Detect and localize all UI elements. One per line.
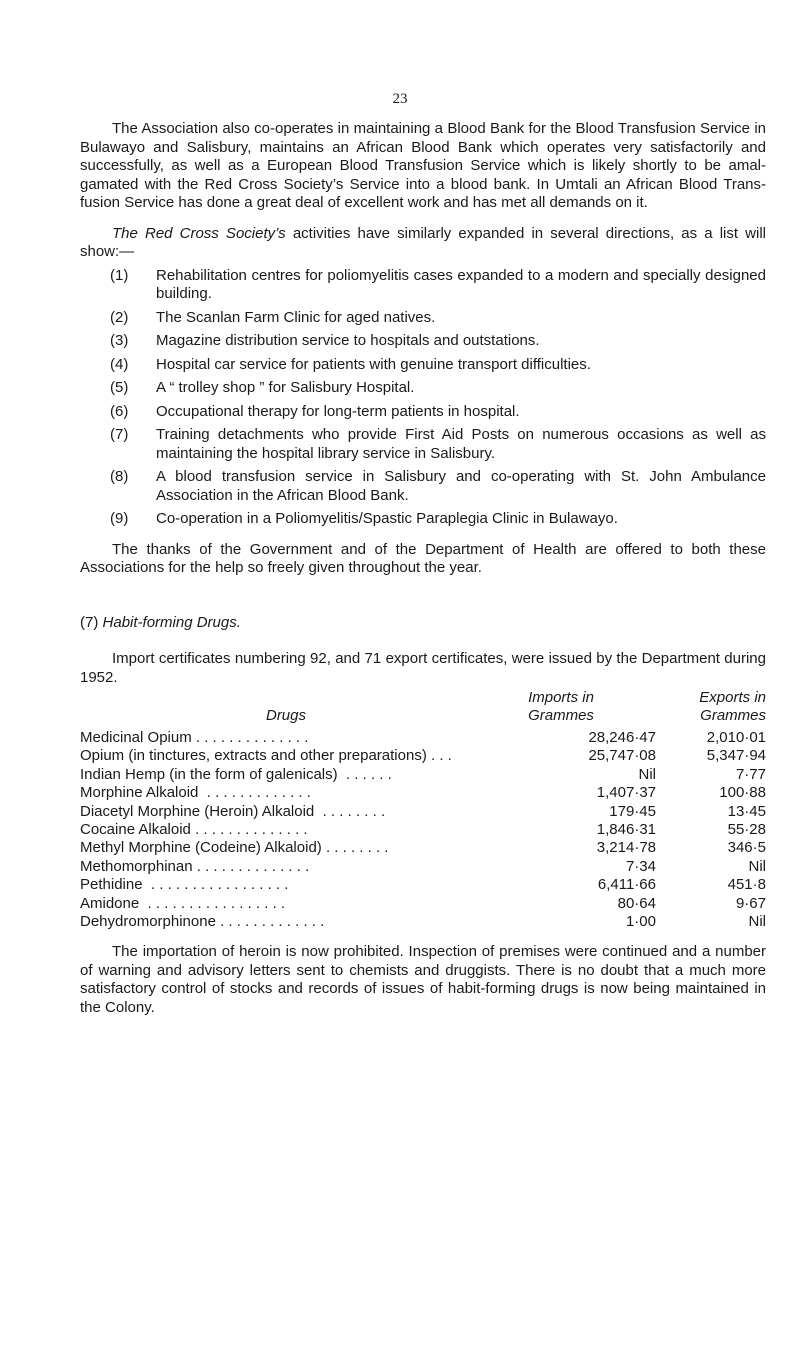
drug-name: Indian Hemp (in the form of galenicals)	[80, 765, 338, 783]
drug-name: Methomorphinan	[80, 857, 193, 875]
table-header	[80, 689, 766, 725]
leader-dots: . . . . . .	[337, 765, 392, 783]
drug-name: Pethidine	[80, 876, 143, 894]
drug-name: Amidone	[80, 894, 140, 912]
exports-value: 55·28	[727, 820, 766, 838]
table-row	[80, 766, 766, 784]
table-row	[80, 858, 766, 876]
list-item-number: (6)	[110, 402, 129, 420]
leader-dots: . . . . . . . . . . . . . .	[192, 857, 310, 875]
header-exports	[630, 689, 766, 725]
leader-dots: . . . . . . . . . . . . .	[198, 784, 311, 802]
list-item-number: (5)	[110, 379, 129, 396]
imports-value: 1·00	[625, 912, 656, 930]
drug-name-cell	[80, 876, 576, 894]
imports-value: 179·45	[609, 802, 656, 820]
paragraph-red-cross-intro	[80, 225, 766, 262]
imports-value: Nil	[638, 765, 656, 783]
red-cross-activities-list	[80, 267, 766, 529]
exports-value: 346·5	[727, 839, 766, 857]
red-cross-intro-rest: activities have similarly expanded in several directions, as a list will show:—	[80, 224, 766, 260]
table-row	[80, 729, 766, 747]
list-item-text: Occupational therapy for long-term patients in hospital.	[156, 402, 520, 420]
leader-dots: . . . . . . . .	[321, 839, 389, 857]
list-item-number: (7)	[110, 426, 129, 443]
list-item	[80, 309, 766, 328]
list-item-text: A blood transfusion service in Salisbury and co-operating with St. John Ambulance Association in the African Blood Bank.	[156, 468, 766, 504]
list-item-text: Magazine distribution service to hospitals and outstations.	[156, 332, 540, 349]
header-exports-line2: Grammes	[700, 707, 766, 724]
drug-name: Diacetyl Morphine (Heroin) Alkaloid	[80, 802, 315, 820]
list-item-text: Co-operation in a Poliomyelitis/Spastic Paraplegia Clinic in Bulawayo.	[156, 510, 618, 527]
exports-value: Nil	[748, 857, 766, 875]
leader-dots: . . .	[426, 747, 452, 765]
imports-value: 25,747·08	[588, 747, 656, 765]
drug-name-cell	[80, 913, 576, 931]
red-cross-italic: The Red Cross Society’s	[112, 224, 286, 242]
page-number: 23	[392, 91, 408, 107]
drugs-table	[80, 689, 766, 931]
imports-value: 7·34	[625, 857, 656, 875]
leader-dots: . . . . . . . . . . . . . .	[191, 729, 309, 746]
list-item-text: The Scanlan Farm Clinic for aged natives.	[156, 308, 436, 326]
exports-value: 5,347·94	[706, 747, 766, 765]
paragraph-heroin: The importation of heroin is now prohibited. Inspection of premises were continued and a number of warning and advisory letters sent to chemists and druggists. There is no doubt that a much more satisfactory control of stocks and records of issues of habit-forming drugs is now being maintained in the Colony.	[80, 943, 766, 1016]
exports-value: 7·77	[735, 765, 766, 783]
header-imports	[492, 689, 630, 725]
list-item	[80, 332, 766, 351]
list-item-text: Hospital car service for patients with genuine transport difficulties.	[156, 355, 591, 373]
list-item-text: A “ trolley shop ” for Salisbury Hospital.	[156, 379, 415, 396]
paragraph-certificates: Import certificates numbering 92, and 71 export certificates, were issued by the Department during 1952.	[80, 650, 766, 686]
imports-value: 3,214·78	[596, 839, 656, 857]
list-item	[80, 267, 766, 304]
list-item-number: (4)	[110, 355, 129, 373]
exports-value: 9·67	[735, 894, 766, 912]
drug-name-cell	[80, 766, 576, 784]
drug-name-cell	[80, 747, 576, 765]
leader-dots: . . . . . . . . . . . . . . . . .	[139, 894, 286, 912]
drug-name-cell	[80, 839, 576, 857]
table-row	[80, 913, 766, 931]
list-item-number: (1)	[110, 266, 129, 284]
drug-name-cell	[80, 821, 576, 839]
list-item-number: (3)	[110, 332, 129, 349]
list-item-text: Training detachments who provide First Aid Posts on numerous occasions as well as maintaining the hospital library service in Salisbury.	[156, 426, 766, 462]
list-item-number: (8)	[110, 468, 129, 485]
list-item	[80, 468, 766, 505]
exports-value: 13·45	[727, 802, 766, 820]
leader-dots: . . . . . . . . . . . . .	[215, 912, 325, 930]
drug-name-cell	[80, 858, 576, 876]
header-drugs: Drugs	[265, 706, 306, 724]
imports-value: 6,411·66	[597, 876, 656, 894]
table-row	[80, 876, 766, 894]
list-item-number: (9)	[110, 510, 129, 527]
table-row	[80, 747, 766, 765]
list-item	[80, 510, 766, 529]
exports-value: 2,010·01	[706, 729, 766, 746]
paragraph-thanks: The thanks of the Government and of the Department of Health are offered to both these Associations for the help so freely given throughout the year.	[80, 540, 766, 576]
leader-dots: . . . . . . . .	[314, 802, 386, 820]
drug-name-cell	[80, 895, 576, 913]
table-body	[80, 729, 766, 931]
drug-name: Opium (in tinctures, extracts and other preparations)	[80, 747, 427, 765]
table-row	[80, 895, 766, 913]
section-number: (7)	[80, 613, 99, 631]
imports-value: 80·64	[617, 894, 656, 912]
drug-name: Methyl Morphine (Codeine) Alkaloid)	[80, 839, 322, 857]
drug-name: Dehydromorphinone	[80, 912, 216, 930]
list-item	[80, 379, 766, 398]
section-title: Habit-forming Drugs.	[102, 613, 241, 631]
leader-dots: . . . . . . . . . . . . . .	[190, 820, 308, 838]
table-row	[80, 821, 766, 839]
exports-value: Nil	[748, 912, 766, 930]
exports-value: 451·8	[727, 876, 766, 894]
drug-name-cell	[80, 729, 576, 747]
drug-name-cell	[80, 784, 576, 802]
header-imports-line1: Imports in	[528, 689, 594, 706]
list-item-text: Rehabilitation centres for poliomyelitis cases expanded to a modern and specially designed building.	[156, 266, 766, 302]
drug-name-cell	[80, 803, 576, 821]
page-body	[80, 120, 766, 1017]
imports-value: 1,846·31	[596, 820, 656, 838]
header-exports-line1: Exports in	[699, 689, 766, 706]
list-item-number: (2)	[110, 308, 129, 326]
imports-value: 1,407·37	[596, 784, 656, 802]
section-heading	[80, 614, 766, 633]
drug-name: Medicinal Opium	[80, 729, 192, 746]
leader-dots: . . . . . . . . . . . . . . . . .	[142, 876, 289, 894]
drug-name: Morphine Alkaloid	[80, 784, 199, 802]
list-item	[80, 403, 766, 422]
paragraph-blood-bank: The Association also co-operates in maintaining a Blood Bank for the Blood Transfusion Service in Bulawayo and Salisbury, maintains an African Blood Bank which operates very satisfactorily and successfully, as well as a European Blood Transfusion Service which is likely shortly to be amal- gamated with the Red Cross Society’s Service into a blood bank. In Umtali an African Blood Trans- fusion Service has done a great deal of excellent work and has met all demands on it.	[80, 120, 766, 211]
exports-value: 100·88	[719, 784, 766, 802]
list-item	[80, 356, 766, 375]
table-row	[80, 803, 766, 821]
table-row	[80, 839, 766, 857]
list-item	[80, 426, 766, 463]
drug-name: Cocaine Alkaloid	[80, 820, 191, 838]
imports-value: 28,246·47	[588, 729, 656, 746]
header-imports-line2: Grammes	[528, 707, 594, 724]
table-row	[80, 784, 766, 802]
